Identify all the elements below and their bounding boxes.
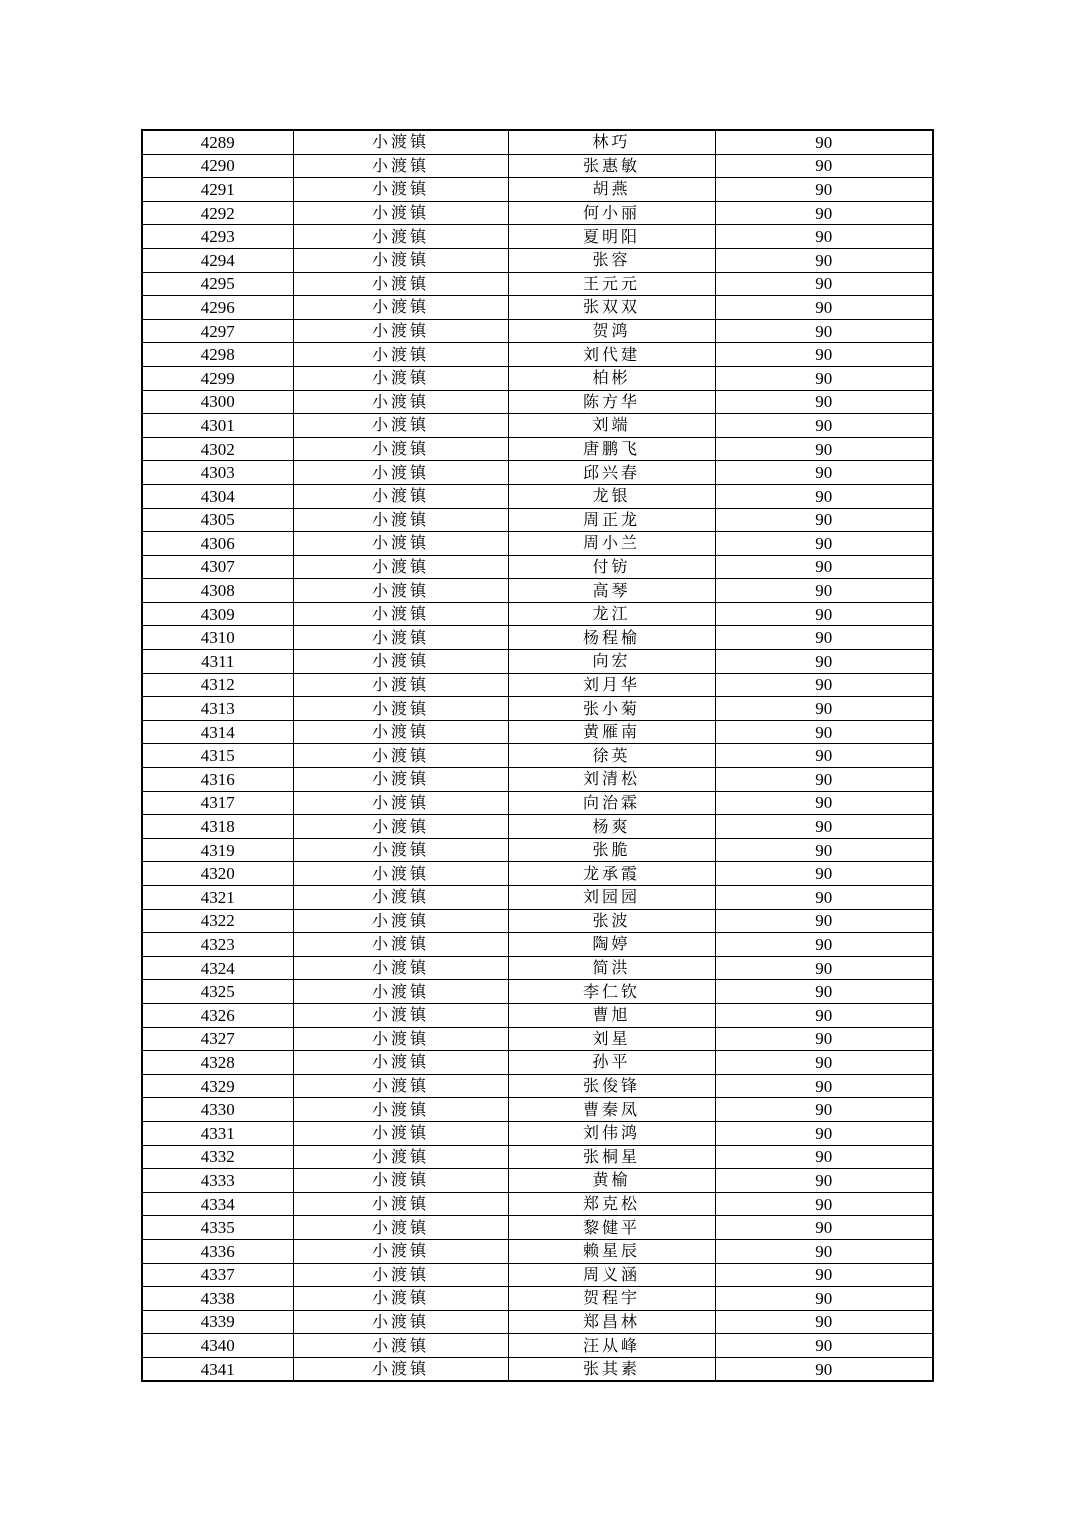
town-cell: 小渡镇 [293, 1098, 508, 1122]
town-cell: 小渡镇 [293, 650, 508, 674]
row-number-cell: 4314 [142, 720, 293, 744]
table-row [142, 1239, 933, 1263]
score-cell: 90 [715, 838, 933, 862]
score-cell: 90 [715, 862, 933, 886]
score-cell: 90 [715, 602, 933, 626]
row-number-cell: 4308 [142, 579, 293, 603]
person-name-cell: 柏彬 [508, 366, 715, 390]
person-name-cell: 周正龙 [508, 508, 715, 532]
table-row [142, 1334, 933, 1358]
person-name-cell: 刘星 [508, 1027, 715, 1051]
person-name-cell: 龙江 [508, 602, 715, 626]
score-cell: 90 [715, 1051, 933, 1075]
person-name-cell: 刘清松 [508, 768, 715, 792]
score-cell: 90 [715, 1357, 933, 1381]
person-name-cell: 刘伟鸿 [508, 1121, 715, 1145]
score-cell: 90 [715, 720, 933, 744]
person-name-cell: 郑昌林 [508, 1310, 715, 1334]
table-row [142, 602, 933, 626]
score-cell: 90 [715, 1334, 933, 1358]
town-cell: 小渡镇 [293, 1334, 508, 1358]
score-cell: 90 [715, 1239, 933, 1263]
person-name-cell: 黄榆 [508, 1169, 715, 1193]
town-cell: 小渡镇 [293, 272, 508, 296]
table-row [142, 862, 933, 886]
score-cell: 90 [715, 555, 933, 579]
person-name-cell: 汪从峰 [508, 1334, 715, 1358]
table-body [142, 130, 933, 1381]
table-row [142, 838, 933, 862]
table-row [142, 791, 933, 815]
table-row [142, 390, 933, 414]
town-cell: 小渡镇 [293, 862, 508, 886]
table-row [142, 343, 933, 367]
row-number-cell: 4319 [142, 838, 293, 862]
score-cell: 90 [715, 980, 933, 1004]
table-row [142, 296, 933, 320]
person-name-cell: 张容 [508, 248, 715, 272]
table-row [142, 980, 933, 1004]
table-row [142, 1169, 933, 1193]
table-row [142, 815, 933, 839]
person-name-cell: 周义涵 [508, 1263, 715, 1287]
score-cell: 90 [715, 650, 933, 674]
table-row [142, 366, 933, 390]
person-name-cell: 张桐星 [508, 1145, 715, 1169]
table-row [142, 555, 933, 579]
row-number-cell: 4316 [142, 768, 293, 792]
table-row [142, 461, 933, 485]
row-number-cell: 4301 [142, 414, 293, 438]
row-number-cell: 4300 [142, 390, 293, 414]
town-cell: 小渡镇 [293, 838, 508, 862]
person-name-cell: 林巧 [508, 130, 715, 154]
table-row [142, 1027, 933, 1051]
table-row [142, 1121, 933, 1145]
person-name-cell: 刘园园 [508, 886, 715, 910]
town-cell: 小渡镇 [293, 296, 508, 320]
person-name-cell: 陶婷 [508, 933, 715, 957]
row-number-cell: 4309 [142, 602, 293, 626]
score-cell: 90 [715, 1216, 933, 1240]
table-row [142, 1287, 933, 1311]
town-cell: 小渡镇 [293, 791, 508, 815]
town-cell: 小渡镇 [293, 1287, 508, 1311]
table-row [142, 272, 933, 296]
score-cell: 90 [715, 1003, 933, 1027]
table-row [142, 886, 933, 910]
row-number-cell: 4338 [142, 1287, 293, 1311]
row-number-cell: 4331 [142, 1121, 293, 1145]
row-number-cell: 4326 [142, 1003, 293, 1027]
score-cell: 90 [715, 343, 933, 367]
town-cell: 小渡镇 [293, 225, 508, 249]
row-number-cell: 4328 [142, 1051, 293, 1075]
score-cell: 90 [715, 579, 933, 603]
row-number-cell: 4335 [142, 1216, 293, 1240]
table-row [142, 484, 933, 508]
town-cell: 小渡镇 [293, 1192, 508, 1216]
person-name-cell: 贺鸿 [508, 319, 715, 343]
score-cell: 90 [715, 248, 933, 272]
person-name-cell: 张惠敏 [508, 154, 715, 178]
row-number-cell: 4323 [142, 933, 293, 957]
town-cell: 小渡镇 [293, 414, 508, 438]
row-number-cell: 4317 [142, 791, 293, 815]
row-number-cell: 4303 [142, 461, 293, 485]
person-name-cell: 何小丽 [508, 201, 715, 225]
town-cell: 小渡镇 [293, 154, 508, 178]
town-cell: 小渡镇 [293, 1074, 508, 1098]
person-name-cell: 刘代建 [508, 343, 715, 367]
row-number-cell: 4312 [142, 673, 293, 697]
person-name-cell: 张波 [508, 909, 715, 933]
row-number-cell: 4290 [142, 154, 293, 178]
row-number-cell: 4305 [142, 508, 293, 532]
table-row [142, 720, 933, 744]
data-table [141, 129, 934, 1382]
score-cell: 90 [715, 1027, 933, 1051]
town-cell: 小渡镇 [293, 886, 508, 910]
row-number-cell: 4292 [142, 201, 293, 225]
town-cell: 小渡镇 [293, 555, 508, 579]
town-cell: 小渡镇 [293, 484, 508, 508]
score-cell: 90 [715, 178, 933, 202]
town-cell: 小渡镇 [293, 130, 508, 154]
row-number-cell: 4320 [142, 862, 293, 886]
town-cell: 小渡镇 [293, 1145, 508, 1169]
town-cell: 小渡镇 [293, 178, 508, 202]
town-cell: 小渡镇 [293, 532, 508, 556]
table-row [142, 673, 933, 697]
person-name-cell: 向治霖 [508, 791, 715, 815]
row-number-cell: 4333 [142, 1169, 293, 1193]
person-name-cell: 曹秦凤 [508, 1098, 715, 1122]
town-cell: 小渡镇 [293, 579, 508, 603]
person-name-cell: 邱兴春 [508, 461, 715, 485]
score-cell: 90 [715, 414, 933, 438]
score-cell: 90 [715, 130, 933, 154]
table-row [142, 1216, 933, 1240]
town-cell: 小渡镇 [293, 1121, 508, 1145]
row-number-cell: 4295 [142, 272, 293, 296]
row-number-cell: 4341 [142, 1357, 293, 1381]
row-number-cell: 4291 [142, 178, 293, 202]
town-cell: 小渡镇 [293, 980, 508, 1004]
person-name-cell: 张小菊 [508, 697, 715, 721]
score-cell: 90 [715, 272, 933, 296]
town-cell: 小渡镇 [293, 461, 508, 485]
person-name-cell: 王元元 [508, 272, 715, 296]
town-cell: 小渡镇 [293, 1027, 508, 1051]
score-cell: 90 [715, 366, 933, 390]
town-cell: 小渡镇 [293, 390, 508, 414]
table-row [142, 744, 933, 768]
table-row [142, 248, 933, 272]
row-number-cell: 4298 [142, 343, 293, 367]
score-cell: 90 [715, 437, 933, 461]
town-cell: 小渡镇 [293, 1003, 508, 1027]
person-name-cell: 张其素 [508, 1357, 715, 1381]
row-number-cell: 4336 [142, 1239, 293, 1263]
person-name-cell: 黄雁南 [508, 720, 715, 744]
person-name-cell: 黎健平 [508, 1216, 715, 1240]
score-cell: 90 [715, 697, 933, 721]
row-number-cell: 4329 [142, 1074, 293, 1098]
town-cell: 小渡镇 [293, 1216, 508, 1240]
row-number-cell: 4324 [142, 956, 293, 980]
row-number-cell: 4311 [142, 650, 293, 674]
town-cell: 小渡镇 [293, 744, 508, 768]
town-cell: 小渡镇 [293, 720, 508, 744]
person-name-cell: 高琴 [508, 579, 715, 603]
person-name-cell: 张俊锋 [508, 1074, 715, 1098]
town-cell: 小渡镇 [293, 201, 508, 225]
table-row [142, 1192, 933, 1216]
row-number-cell: 4318 [142, 815, 293, 839]
table-row [142, 1098, 933, 1122]
table-row [142, 532, 933, 556]
score-cell: 90 [715, 1169, 933, 1193]
score-cell: 90 [715, 956, 933, 980]
town-cell: 小渡镇 [293, 319, 508, 343]
person-name-cell: 杨程榆 [508, 626, 715, 650]
score-cell: 90 [715, 201, 933, 225]
person-name-cell: 张脆 [508, 838, 715, 862]
score-cell: 90 [715, 909, 933, 933]
person-name-cell: 胡燕 [508, 178, 715, 202]
table-row [142, 130, 933, 154]
row-number-cell: 4313 [142, 697, 293, 721]
row-number-cell: 4337 [142, 1263, 293, 1287]
table-row [142, 1003, 933, 1027]
person-name-cell: 赖星辰 [508, 1239, 715, 1263]
row-number-cell: 4322 [142, 909, 293, 933]
person-name-cell: 唐鹏飞 [508, 437, 715, 461]
score-cell: 90 [715, 744, 933, 768]
table-row [142, 579, 933, 603]
row-number-cell: 4297 [142, 319, 293, 343]
table-row [142, 1357, 933, 1381]
row-number-cell: 4332 [142, 1145, 293, 1169]
person-name-cell: 付钫 [508, 555, 715, 579]
score-cell: 90 [715, 626, 933, 650]
table-row [142, 319, 933, 343]
town-cell: 小渡镇 [293, 815, 508, 839]
row-number-cell: 4293 [142, 225, 293, 249]
table-row [142, 697, 933, 721]
row-number-cell: 4315 [142, 744, 293, 768]
table-row [142, 1074, 933, 1098]
person-name-cell: 曹旭 [508, 1003, 715, 1027]
score-cell: 90 [715, 461, 933, 485]
score-cell: 90 [715, 1098, 933, 1122]
row-number-cell: 4310 [142, 626, 293, 650]
table-row [142, 437, 933, 461]
score-cell: 90 [715, 1287, 933, 1311]
person-name-cell: 周小兰 [508, 532, 715, 556]
town-cell: 小渡镇 [293, 248, 508, 272]
town-cell: 小渡镇 [293, 768, 508, 792]
score-cell: 90 [715, 1310, 933, 1334]
score-cell: 90 [715, 508, 933, 532]
person-name-cell: 郑克松 [508, 1192, 715, 1216]
row-number-cell: 4330 [142, 1098, 293, 1122]
score-cell: 90 [715, 1192, 933, 1216]
score-cell: 90 [715, 1074, 933, 1098]
row-number-cell: 4327 [142, 1027, 293, 1051]
table-row [142, 225, 933, 249]
table-row [142, 201, 933, 225]
town-cell: 小渡镇 [293, 343, 508, 367]
table-row [142, 933, 933, 957]
score-cell: 90 [715, 933, 933, 957]
town-cell: 小渡镇 [293, 933, 508, 957]
town-cell: 小渡镇 [293, 437, 508, 461]
row-number-cell: 4296 [142, 296, 293, 320]
table-row [142, 1145, 933, 1169]
person-name-cell: 龙银 [508, 484, 715, 508]
town-cell: 小渡镇 [293, 1263, 508, 1287]
row-number-cell: 4339 [142, 1310, 293, 1334]
table-row [142, 1310, 933, 1334]
score-cell: 90 [715, 319, 933, 343]
row-number-cell: 4289 [142, 130, 293, 154]
person-name-cell: 夏明阳 [508, 225, 715, 249]
score-cell: 90 [715, 815, 933, 839]
score-cell: 90 [715, 225, 933, 249]
row-number-cell: 4307 [142, 555, 293, 579]
person-name-cell: 徐英 [508, 744, 715, 768]
town-cell: 小渡镇 [293, 1310, 508, 1334]
row-number-cell: 4325 [142, 980, 293, 1004]
town-cell: 小渡镇 [293, 508, 508, 532]
person-name-cell: 向宏 [508, 650, 715, 674]
town-cell: 小渡镇 [293, 366, 508, 390]
person-name-cell: 刘月华 [508, 673, 715, 697]
score-cell: 90 [715, 791, 933, 815]
score-cell: 90 [715, 484, 933, 508]
row-number-cell: 4304 [142, 484, 293, 508]
score-cell: 90 [715, 532, 933, 556]
person-name-cell: 张双双 [508, 296, 715, 320]
person-name-cell: 刘端 [508, 414, 715, 438]
table-row [142, 154, 933, 178]
town-cell: 小渡镇 [293, 1239, 508, 1263]
town-cell: 小渡镇 [293, 909, 508, 933]
row-number-cell: 4306 [142, 532, 293, 556]
town-cell: 小渡镇 [293, 602, 508, 626]
score-cell: 90 [715, 1263, 933, 1287]
town-cell: 小渡镇 [293, 626, 508, 650]
score-cell: 90 [715, 1145, 933, 1169]
person-name-cell: 陈方华 [508, 390, 715, 414]
table-row [142, 1263, 933, 1287]
row-number-cell: 4321 [142, 886, 293, 910]
town-cell: 小渡镇 [293, 1357, 508, 1381]
person-name-cell: 简洪 [508, 956, 715, 980]
person-name-cell: 孙平 [508, 1051, 715, 1075]
score-cell: 90 [715, 390, 933, 414]
table-row [142, 909, 933, 933]
person-name-cell: 龙承霞 [508, 862, 715, 886]
table-row [142, 1051, 933, 1075]
person-name-cell: 李仁钦 [508, 980, 715, 1004]
town-cell: 小渡镇 [293, 697, 508, 721]
table-row [142, 956, 933, 980]
town-cell: 小渡镇 [293, 1169, 508, 1193]
table-row [142, 650, 933, 674]
table-row [142, 626, 933, 650]
score-cell: 90 [715, 154, 933, 178]
score-cell: 90 [715, 673, 933, 697]
table-row [142, 178, 933, 202]
person-name-cell: 贺程宇 [508, 1287, 715, 1311]
table-row [142, 508, 933, 532]
score-cell: 90 [715, 768, 933, 792]
town-cell: 小渡镇 [293, 956, 508, 980]
person-name-cell: 杨爽 [508, 815, 715, 839]
row-number-cell: 4294 [142, 248, 293, 272]
town-cell: 小渡镇 [293, 673, 508, 697]
row-number-cell: 4340 [142, 1334, 293, 1358]
score-cell: 90 [715, 1121, 933, 1145]
table-row [142, 768, 933, 792]
table-row [142, 414, 933, 438]
score-cell: 90 [715, 886, 933, 910]
row-number-cell: 4299 [142, 366, 293, 390]
town-cell: 小渡镇 [293, 1051, 508, 1075]
row-number-cell: 4302 [142, 437, 293, 461]
row-number-cell: 4334 [142, 1192, 293, 1216]
score-cell: 90 [715, 296, 933, 320]
